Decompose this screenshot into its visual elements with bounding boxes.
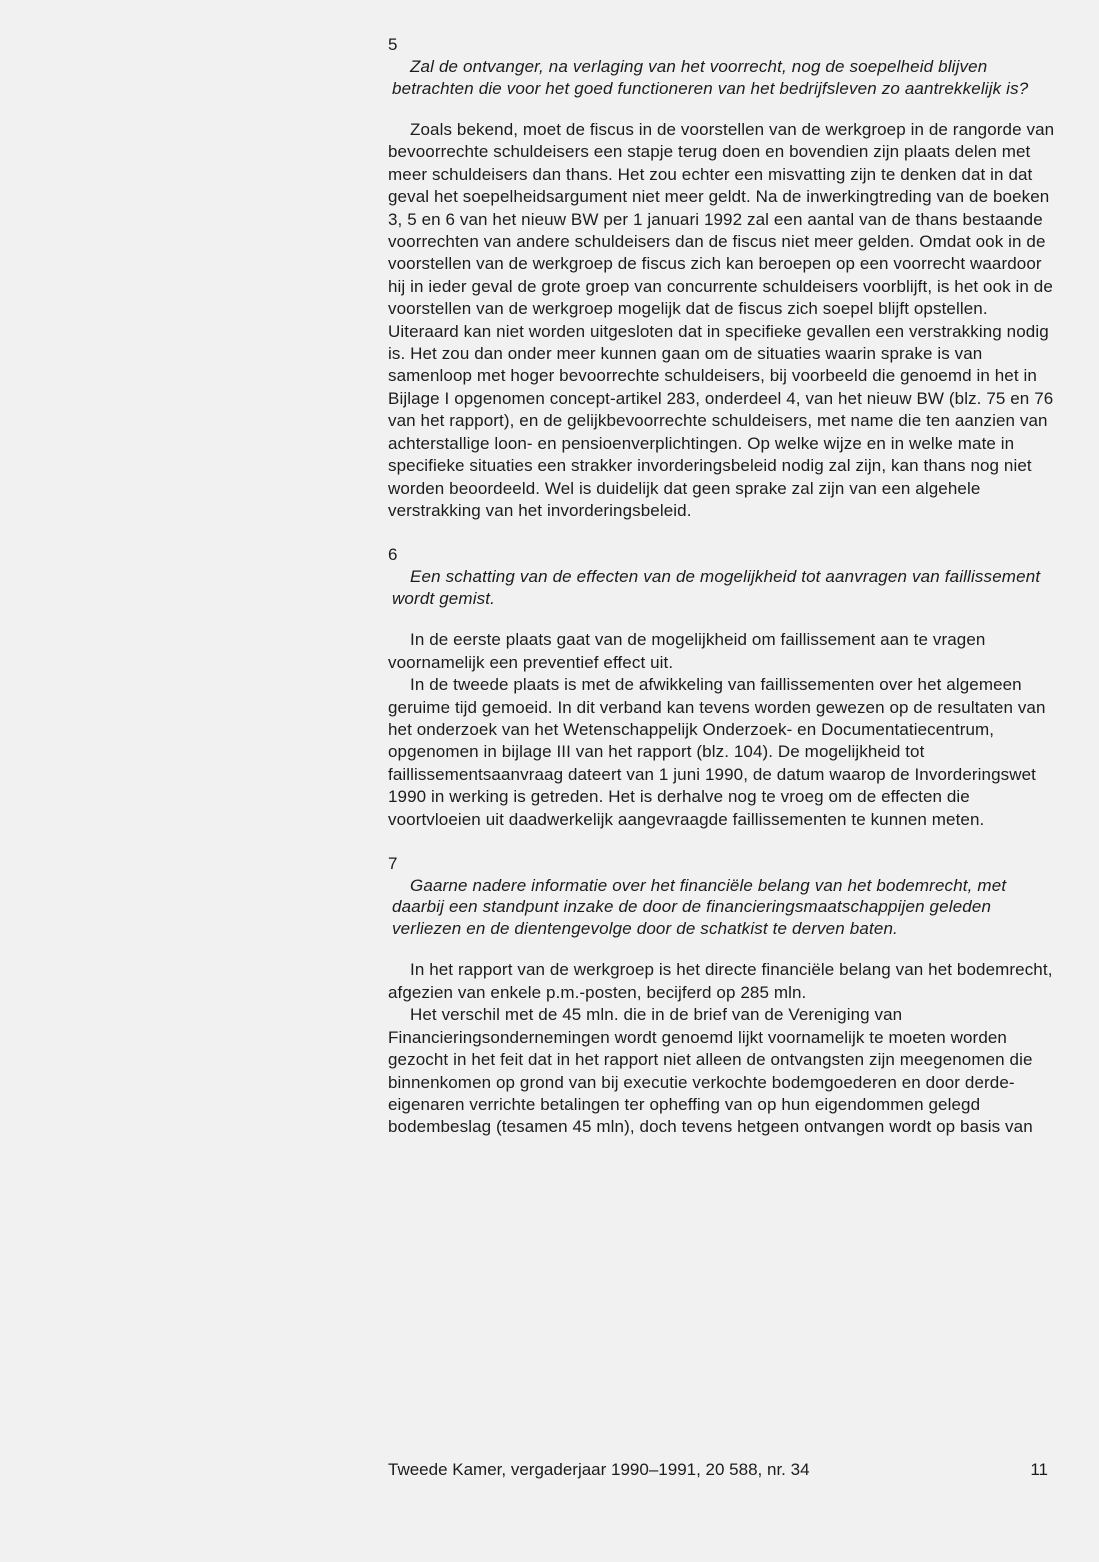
section-number: 6 (388, 545, 398, 565)
answer-paragraph: In de tweede plaats is met de afwikkeling van faillissementen over het algemeen geruime tijd gemoeid. In dit verband kan tevens worden gewezen op de resultaten van het onderzoek van het Wetenschappelijk Onderzoek- en Documentatiecentrum, opgenomen in bijlage III van het rapport (blz. 104). De mogelijkheid tot faillissementsaanvraag dateert van 1 juni 1990, de datum waarop de Invorderingswet 1990 in werking is getreden. Het is derhalve nog te vroeg om de effecten die voortvloeien uit daadwerkelijk aangevraagde faillissementen te kunnen meten. (388, 675, 1046, 829)
answer-paragraph: Zoals bekend, moet de fiscus in de voorstellen van de werkgroep in de rangorde van bevoorrechte schuldeisers een stapje terug doen en bovendien zijn plaats delen met meer schuldeisers dan thans. Het zou echter een misvatting zijn te denken dat in dat geval het soepelheidsargument niet meer geldt. Na de inwerkingtreding van de boeken 3, 5 en 6 van het nieuw BW per 1 januari 1992 zal een aantal van de thans bestaande voorrechten van andere schuldeisers dan de fiscus niet meer gelden. Omdat ook in de voorstellen van de werkgroep de fiscus zich kan beroepen op een voorrecht waardoor hij in ieder geval de grote groep van concurrente schuldeisers voorblijft, is het ook in de voorstellen van de werkgroep mogelijk dat de fiscus zich soepel blijft opstellen. Uiteraard kan niet worden uitgesloten dat in specifieke gevallen een verstrakking nodig is. Het zou dan onder meer kunnen gaan om de situaties waarin sprake is van samenloop met hoger bevoorrechte schuldeisers, bij voorbeeld die genoemd in het in Bijlage I opgenomen concept-artikel 283, onderdeel 4, van het nieuw BW (blz. 75 en 76 van het rapport), en de gelijkbevoorrechte schuldeisers, met name die ten aanzien van achterstallige loon- en pensioenverplichtingen. Op welke wijze en in welke mate in specifieke situaties een strakker invorderingsbeleid nodig zal zijn, kan thans nog niet worden beoordeeld. Wel is duidelijk dat geen sprake zal zijn van een algehele verstrakking van het invorderingsbeleid. (388, 120, 1055, 520)
answer-paragraph: In het rapport van de werkgroep is het directe financiële belang van het bodemrecht, afgezien van enkele p.m.-posten, becijferd op 285 mln. (388, 960, 1053, 1002)
section-number: 5 (388, 35, 398, 54)
text-column (388, 34, 1060, 1139)
page-number: 11 (1030, 1460, 1048, 1479)
question-text: Een schatting van de effecten van de mogelijkheid tot aanvragen van faillissement wordt gemist. (392, 567, 1041, 608)
section-6 (388, 544, 1060, 831)
section-7 (388, 853, 1060, 1139)
answer-paragraph: In de eerste plaats gaat van de mogelijkheid om faillissement aan te vragen voornamelijk een preventief effect uit. (388, 630, 986, 672)
section-5 (388, 34, 1060, 522)
question-text: Zal de ontvanger, na verlaging van het voorrecht, nog de soepelheid blijven betrachten die voor het goed functioneren van het bedrijfsleven zo aantrekkelijk is? (392, 57, 1029, 98)
question-text: Gaarne nadere informatie over het financiële belang van het bodemrecht, met daarbij een standpunt inzake de door de financieringsmaatschappijen geleden verliezen en de dientengevolge door de schatkist te derven baten. (392, 875, 1007, 938)
answer-paragraph: Het verschil met de 45 mln. die in de brief van de Vereniging van Financieringsondernemingen wordt genoemd lijkt voornamelijk te moeten worden gezocht in het feit dat in het rapport niet alleen de ontvangsten zijn meegenomen die binnenkomen op grond van bij executie verkochte bodemgoederen en door derde-eigenaren verrichte betalingen ter opheffing van op hun eigendommen gelegd bodembeslag (tesamen 45 mln), doch tevens hetgeen ontvangen wordt op basis van (388, 1005, 1033, 1137)
section-number: 7 (388, 853, 398, 873)
publication-reference: Tweede Kamer, vergaderjaar 1990–1991, 20 588, nr. 34 (388, 1460, 810, 1479)
